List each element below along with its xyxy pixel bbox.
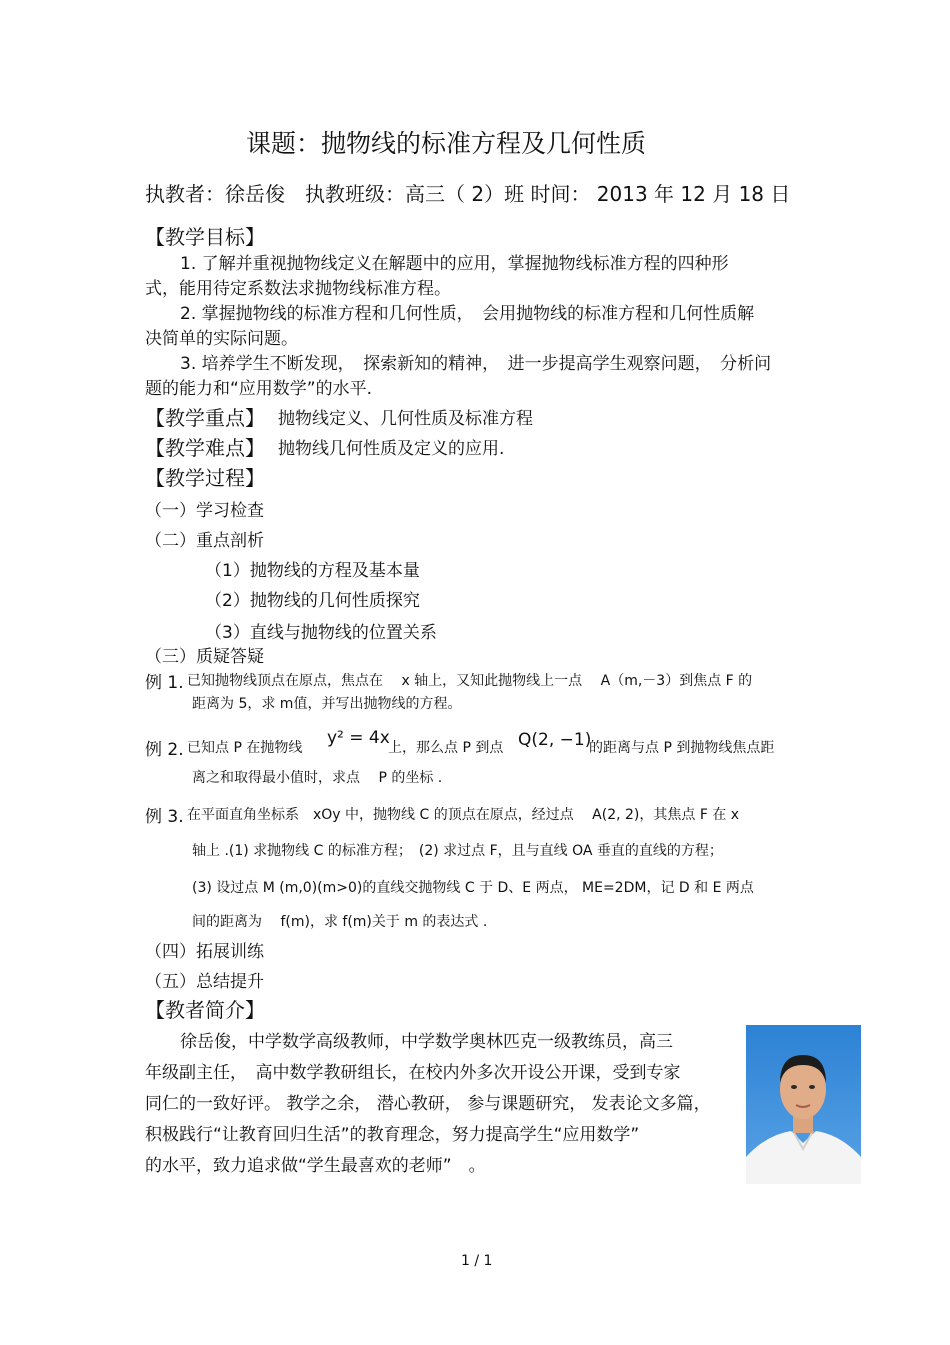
key-point-heading: 【教学重点】 [145,406,265,430]
teacher-bio-line-1: 徐岳俊，中学数学高级教师，中学数学奥林匹克一级教练员，高三 [180,1032,673,1052]
example-3-line-4: 间的距离为 f(m)，求 f(m)关于 m 的表达式 . [192,914,488,930]
process-section-1: （一）学习检查 [145,501,264,521]
process-section-2a: （1）抛物线的方程及基本量 [205,561,420,581]
example-2-point: Q(2, −1) [518,730,592,750]
example-1-line-1: 已知抛物线顶点在原点，焦点在 x 轴上，又知此抛物线上一点 A（m,－3）到焦点 F 的 [187,673,753,689]
teacher-portrait-illustration [746,1025,861,1184]
meta-line: 执教者：徐岳俊 执教班级：高三（ 2）班 时间： 2013 年 12 月 18 日 [145,182,791,206]
teacher-bio-line-5: 的水平，致力追求做“学生最喜欢的老师” 。 [145,1156,486,1176]
example-1-line-2: 距离为 5，求 m值，并写出抛物线的方程。 [192,696,462,712]
goals-heading: 【教学目标】 [145,225,265,249]
teacher-photo [746,1025,861,1184]
teacher-heading: 【教者简介】 [145,998,265,1022]
teacher-bio-line-3: 同仁的一致好评。 教学之余， 潜心教研， 参与课题研究， 发表论文多篇， [145,1094,711,1114]
teacher-bio-line-4: 积极践行“让教育回归生活”的教育理念，努力提高学生“应用数学” [145,1125,640,1145]
difficulty-heading: 【教学难点】 [145,436,265,460]
process-section-4: （四）拓展训练 [145,942,264,962]
example-3-line-2: 轴上 .(1) 求抛物线 C 的标准方程； (2) 求过点 F，且与直线 OA 垂直的直线的方程； [192,843,723,859]
example-2-label: 例 2. [145,740,184,760]
goal-3-line-2: 题的能力和“应用数学”的水平. [145,379,373,399]
example-3-line-1: 在平面直角坐标系 xOy 中，抛物线 C 的顶点在原点，经过点 A(2, 2)，其焦点 F 在 x [187,807,740,823]
process-section-3: （三）质疑答疑 [145,647,264,667]
example-2-formula: y² = 4x [327,728,390,748]
process-section-2: （二）重点剖析 [145,531,264,551]
key-point-text: 抛物线定义、几何性质及标准方程 [278,409,533,429]
page-number: 1 / 1 [461,1253,493,1269]
example-3-line-3: (3) 设过点 M (m,0)(m>0)的直线交抛物线 C 于 D、E 两点， ME=2DM，记 D 和 E 两点 [192,880,754,896]
goal-1-line-2: 式，能用待定系数法求抛物线标准方程。 [145,279,451,299]
example-2-text-a: 已知点 P 在抛物线 [187,740,303,756]
example-2-line-2: 离之和取得最小值时，求点 P 的坐标 . [192,770,443,786]
example-2-text-b: 上，那么点 P 到点 [388,740,504,756]
difficulty-text: 抛物线几何性质及定义的应用. [278,439,505,459]
example-3-label: 例 3. [145,807,184,827]
goal-2-line-1: 2. 掌握抛物线的标准方程和几何性质， 会用抛物线的标准方程和几何性质解 [180,304,755,324]
process-section-2c: （3）直线与抛物线的位置关系 [205,623,437,643]
teacher-bio-line-2: 年级副主任， 高中数学教研组长，在校内外多次开设公开课，受到专家 [145,1063,681,1083]
process-section-5: （五）总结提升 [145,972,264,992]
page-title: 课题：抛物线的标准方程及几何性质 [246,129,647,158]
goal-3-line-1: 3. 培养学生不断发现， 探索新知的精神， 进一步提高学生观察问题， 分析问 [180,354,772,374]
example-2-text-c: 的距离与点 P 到抛物线焦点距 [589,740,775,756]
goal-1-line-1: 1. 了解并重视抛物线定义在解题中的应用，掌握抛物线标准方程的四种形 [180,254,729,274]
goal-2-line-2: 决简单的实际问题。 [145,329,298,349]
example-1-label: 例 1. [145,673,184,693]
process-heading: 【教学过程】 [145,466,265,490]
process-section-2b: （2）抛物线的几何性质探究 [205,591,420,611]
